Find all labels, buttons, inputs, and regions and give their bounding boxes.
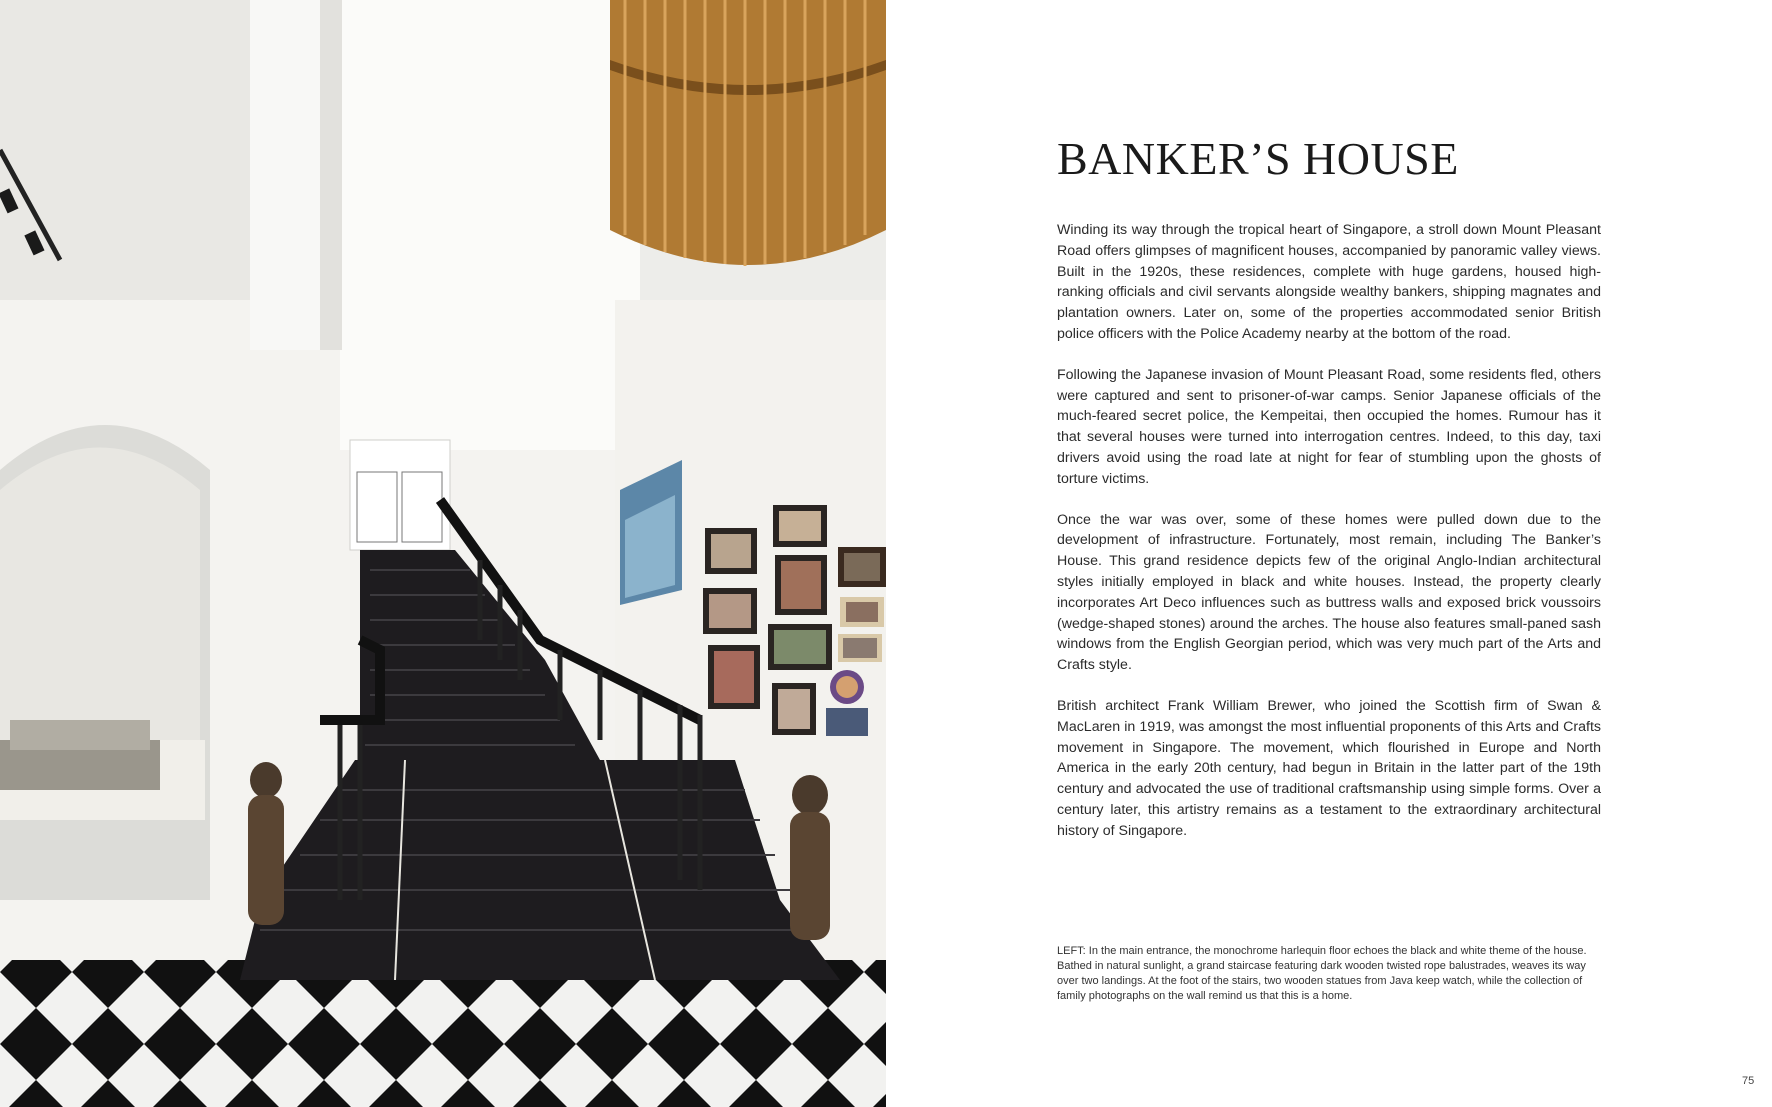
body-paragraph-4: British architect Frank William Brewer, who joined the Scottish firm of Swan & MacLaren in 1919, was amongst the most influential proponents of this Arts and Crafts movement in Singapore. The movement, which flourished in Europe and North America in the early 20th century, had begun in Britain in the latter part of the 19th century and advocated the use of traditional craftsmanship using simple forms. Over a century later, this artistry remains as a testament to the extraordinary architectural history of Singapore. <box>1057 697 1601 839</box>
photo-caption: LEFT: In the main entrance, the monochrome harlequin floor echoes the black and white theme of the house. Bathed in natural sunlight, a grand staircase featuring dark wooden twisted rope balustrades, weaves its way over two landings. At the foot of the stairs, two wooden statues from Java keep watch, while the collection of family photographs on the wall remind us that this is a home. <box>1057 945 1587 1002</box>
page-number: 75 <box>1742 1075 1755 1087</box>
article-title: BANKER’S HOUSE <box>1057 133 1459 184</box>
body-paragraph-1: Winding its way through the tropical heart of Singapore, a stroll down Mount Pleasant Road offers glimpses of magnificent houses, accompanied by panoramic valley views. Built in the 1920s, these residences, complete with huge gardens, housed high-ranking officials and civil servants alongside wealthy bankers, shipping magnates and plantation owners. Later on, some of the properties accommodated senior British police officers with the Police Academy nearby at the bottom of the road. <box>1057 222 1601 342</box>
body-paragraph-3: Once the war was over, some of these homes were pulled down due to the development of infrastructure. Fortunately, most remain, including The Banker’s House. This grand residence depicts few of the original Anglo-Indian architectural styles initially employed in black and white houses. Instead, the property clearly incorporates Art Deco influences such as buttress walls and exposed brick voussoirs (wedge-shaped stones) around the arches. The house also features small-paned sash windows from the English Georgian period, which was very much part of the Arts and Crafts style. <box>1057 511 1601 674</box>
body-paragraph-2: Following the Japanese invasion of Mount Pleasant Road, some residents fled, others were captured and sent to prisoner-of-war camps. Senior Japanese officials of the much-feared secret police, the Kempeitai, then occupied the homes. Rumour has it that several houses were turned into interrogation centres. Indeed, to this day, taxi drivers avoid using the road late at night for fear of stumbling upon the ghosts of torture victims. <box>1057 366 1601 487</box>
article-body <box>1057 220 1601 862</box>
text-page <box>886 0 1772 1107</box>
